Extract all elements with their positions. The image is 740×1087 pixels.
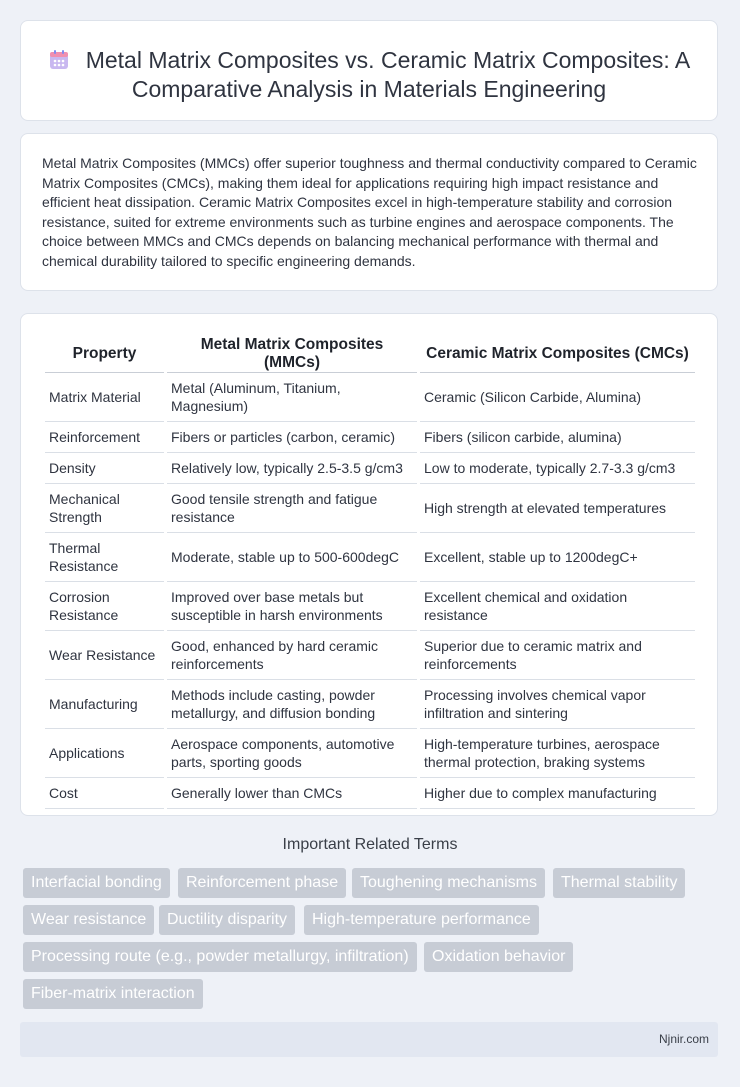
summary-card [20, 133, 718, 291]
cell-mmc: Good, enhanced by hard ceramic reinforcements [167, 631, 417, 680]
cell-property: Manufacturing [45, 680, 164, 729]
cell-cmc: Ceramic (Silicon Carbide, Alumina) [420, 373, 695, 422]
calendar-icon [48, 49, 70, 71]
cell-mmc: Methods include casting, powder metallurgy, and diffusion bonding [167, 680, 417, 729]
table-row [45, 373, 695, 422]
term-tag[interactable]: Reinforcement phase [178, 868, 346, 898]
term-tag[interactable]: Ductility disparity [159, 905, 295, 935]
cell-cmc: Processing involves chemical vapor infiltration and sintering [420, 680, 695, 729]
table-header-row [45, 332, 695, 373]
cell-property: Corrosion Resistance [45, 582, 164, 631]
comparison-table-card [20, 313, 718, 816]
table-row [45, 778, 695, 809]
header-mmc: Metal Matrix Composites (MMCs) [167, 332, 417, 373]
header-property: Property [45, 332, 164, 373]
table-row [45, 453, 695, 484]
cell-cmc: Excellent, stable up to 1200degC+ [420, 533, 695, 582]
cell-mmc: Improved over base metals but susceptible in harsh environments [167, 582, 417, 631]
title-text: Metal Matrix Composites vs. Ceramic Matrix Composites: A Comparative Analysis in Materials Engineering [85, 47, 691, 102]
term-tag[interactable]: Thermal stability [553, 868, 685, 898]
cell-cmc: Excellent chemical and oxidation resistance [420, 582, 695, 631]
cell-property: Reinforcement [45, 422, 164, 453]
term-tag[interactable]: Fiber-matrix interaction [23, 979, 203, 1009]
page-title [21, 21, 717, 104]
cell-property: Matrix Material [45, 373, 164, 422]
cell-property: Applications [45, 729, 164, 778]
cell-mmc: Generally lower than CMCs [167, 778, 417, 809]
header-cmc: Ceramic Matrix Composites (CMCs) [420, 332, 695, 373]
cell-mmc: Relatively low, typically 2.5-3.5 g/cm3 [167, 453, 417, 484]
table-row [45, 680, 695, 729]
table-row [45, 729, 695, 778]
cell-property: Wear Resistance [45, 631, 164, 680]
cell-cmc: Low to moderate, typically 2.7-3.3 g/cm3 [420, 453, 695, 484]
cell-property: Cost [45, 778, 164, 809]
term-tag[interactable]: High-temperature performance [304, 905, 539, 935]
table-row [45, 582, 695, 631]
table-row [45, 533, 695, 582]
term-tag[interactable]: Processing route (e.g., powder metallurgy, infiltration) [23, 942, 417, 972]
table-row [45, 484, 695, 533]
term-tag[interactable]: Toughening mechanisms [352, 868, 545, 898]
title-card [20, 20, 718, 121]
cell-mmc: Aerospace components, automotive parts, sporting goods [167, 729, 417, 778]
cell-mmc: Fibers or particles (carbon, ceramic) [167, 422, 417, 453]
table-row [45, 631, 695, 680]
cell-cmc: Higher due to complex manufacturing [420, 778, 695, 809]
cell-property: Density [45, 453, 164, 484]
related-terms-heading: Important Related Terms [282, 836, 458, 853]
term-tag[interactable]: Wear resistance [23, 905, 154, 935]
cell-property: Thermal Resistance [45, 533, 164, 582]
cell-mmc: Metal (Aluminum, Titanium, Magnesium) [167, 373, 417, 422]
cell-cmc: High-temperature turbines, aerospace thermal protection, braking systems [420, 729, 695, 778]
cell-mmc: Good tensile strength and fatigue resistance [167, 484, 417, 533]
table-row [45, 422, 695, 453]
comparison-table [42, 332, 698, 809]
footer-site-name[interactable]: Njnir.com [658, 1032, 709, 1046]
term-tag[interactable]: Interfacial bonding [23, 868, 170, 898]
cell-cmc: Superior due to ceramic matrix and reinforcements [420, 631, 695, 680]
summary-paragraph: Metal Matrix Composites (MMCs) offer superior toughness and thermal conductivity compared to Ceramic Matrix Composites (CMCs), making them ideal for applications requiring high impact resistance and efficient heat dissipation. Ceramic Matrix Composites excel in high-temperature stability and corrosion resistance, suited for extreme environments such as turbine engines and aerospace components. The choice between MMCs and CMCs depends on balancing mechanical performance with thermal and chemical durability tailored to specific engineering demands. [42, 155, 697, 269]
cell-cmc: Fibers (silicon carbide, alumina) [420, 422, 695, 453]
cell-property: Mechanical Strength [45, 484, 164, 533]
cell-cmc: High strength at elevated temperatures [420, 484, 695, 533]
cell-mmc: Moderate, stable up to 500-600degC [167, 533, 417, 582]
footer [20, 1022, 718, 1057]
term-tag[interactable]: Oxidation behavior [424, 942, 573, 972]
